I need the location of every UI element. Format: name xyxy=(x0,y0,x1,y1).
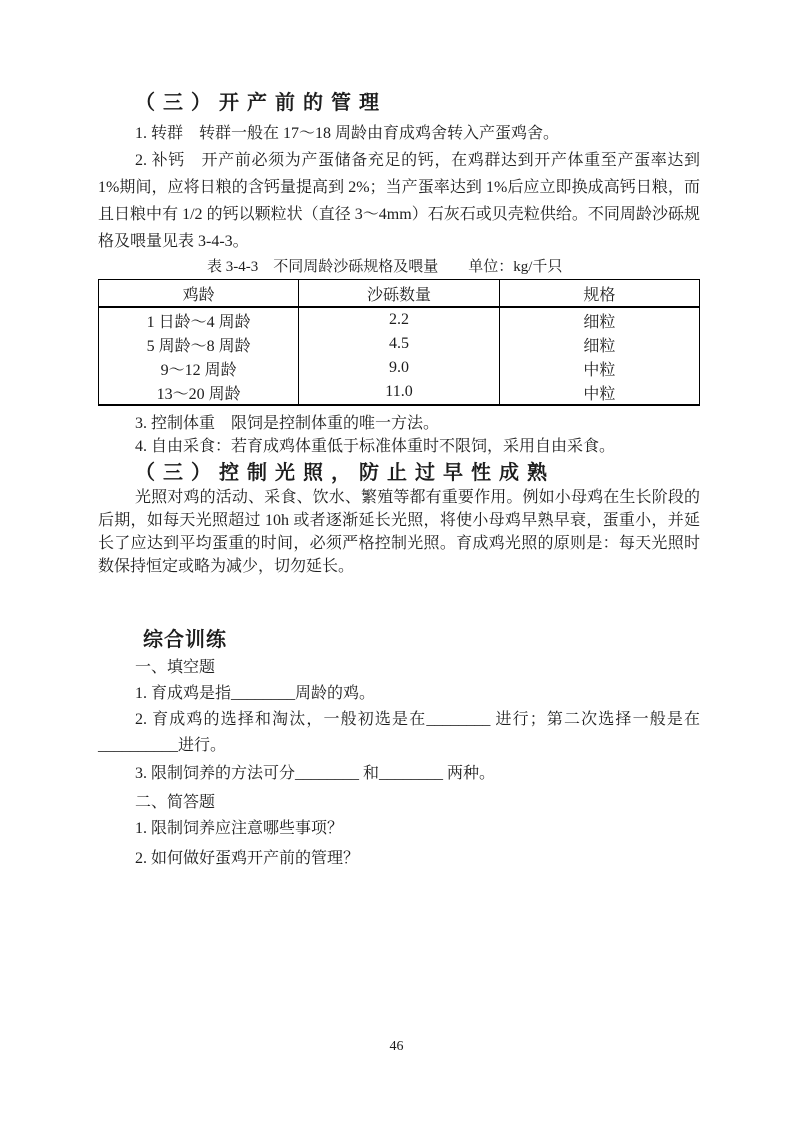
table-cell: 细粒 xyxy=(499,332,699,356)
short-question-2: 2. 如何做好蛋鸡开产前的管理？ xyxy=(135,850,360,867)
table-cell: 细粒 xyxy=(499,307,699,332)
table-cell: 2.2 xyxy=(299,307,499,332)
table-cell: 13～20 周龄 xyxy=(99,380,299,405)
heading-light-control: （三）控制光照，防止过早性成熟 xyxy=(135,462,555,484)
heading-comprehensive-training: 综合训练 xyxy=(143,629,227,651)
table-cell: 中粒 xyxy=(499,380,699,405)
table-row xyxy=(99,380,700,405)
table-cell: 中粒 xyxy=(499,356,699,380)
table-caption-unit: 单位：kg/千只 xyxy=(468,259,563,275)
table-row xyxy=(99,356,700,380)
table-caption-title: 表 3-4-3 不同周龄沙砾规格及喂量 xyxy=(207,259,439,275)
table-cell: 1 日龄～4 周龄 xyxy=(99,307,299,332)
fill-in-blank-title: 一、填空题 xyxy=(135,659,216,676)
para-calcium-supplement: 2. 补钙 开产前必须为产蛋储备充足的钙，在鸡群达到开产体重至产蛋率达到 1%期间，应将日粮的含钙量提高到 2%；当产蛋率达到 1%后应立即换成高钙日粮，而且日粮中有 1/2 的钙以颗粒状（直径 3～4mm）石灰石或贝壳粒供给。不同周龄沙砾规格及喂量见表 3-4-3。 xyxy=(98,152,700,250)
page-number: 46 xyxy=(389,1039,404,1054)
heading-pre-lay-management: （三）开产前的管理 xyxy=(135,92,387,114)
exercise-section xyxy=(98,628,700,872)
table-cell: 11.0 xyxy=(299,380,499,405)
col-header-spec: 规格 xyxy=(499,280,699,308)
short-question-1: 1. 限制饲养应注意哪些事项？ xyxy=(135,820,344,837)
para-free-feeding: 4. 自由采食：若育成鸡体重低于标准体重时不限饲，采用自由采食。 xyxy=(135,438,616,455)
table-header-row xyxy=(99,280,700,308)
para-light-importance: 光照对鸡的活动、采食、饮水、繁殖等都有重要作用。例如小母鸡在生长阶段的后期，如每天光照超过 10h 或者逐渐延长光照，将使小母鸡早熟早衰，蛋重小，并延长了应达到平均蛋重的时间，必须严格控制光照。育成鸡光照的原则是：每天光照时数保持恒定或略为减少，切勿延长。 xyxy=(98,489,700,575)
fill-question-2: 2. 育成鸡的选择和淘汰，一般初选是在________ 进行；第二次选择一般是在__________进行。 xyxy=(98,711,700,754)
table-caption xyxy=(207,257,700,277)
para-weight-control: 3. 控制体重 限饲是控制体重的唯一方法。 xyxy=(135,415,440,432)
page-content xyxy=(98,0,700,872)
table-row xyxy=(99,332,700,356)
grit-size-table xyxy=(98,279,700,406)
table-cell: 9.0 xyxy=(299,356,499,380)
table-cell: 9～12 周龄 xyxy=(99,356,299,380)
table-cell: 5 周龄～8 周龄 xyxy=(99,332,299,356)
table-row xyxy=(99,307,700,332)
fill-question-1: 1. 育成鸡是指________周龄的鸡。 xyxy=(135,685,376,702)
col-header-grit-amount: 沙砾数量 xyxy=(299,280,499,308)
table-cell: 4.5 xyxy=(299,332,499,356)
col-header-age: 鸡龄 xyxy=(99,280,299,308)
fill-question-3: 3. 限制饲养的方法可分________ 和________ 两种。 xyxy=(135,765,496,782)
short-answer-title: 二、简答题 xyxy=(135,794,216,811)
para-flock-transfer: 1. 转群 转群一般在 17～18 周龄由育成鸡舍转入产蛋鸡舍。 xyxy=(135,125,560,142)
